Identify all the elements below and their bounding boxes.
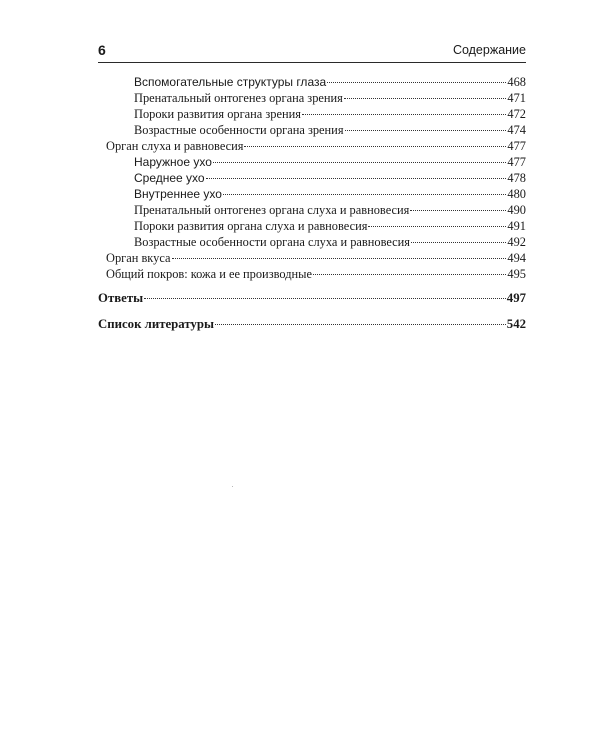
toc-entry-page: 497: [506, 291, 526, 305]
toc-entry: [98, 250, 526, 266]
dot-leader: [411, 242, 506, 243]
dot-leader: [213, 162, 507, 163]
toc-entry-title: Ответы: [98, 291, 144, 305]
toc-entry-title: Среднее ухо: [134, 171, 205, 185]
toc-entry: [98, 266, 526, 282]
dot-leader: [410, 210, 506, 211]
toc-entry-title: Орган слуха и равновесия: [106, 139, 244, 153]
toc-entry-title: Наружное ухо: [134, 155, 212, 169]
toc-entry: [98, 106, 526, 122]
dot-leader: [368, 226, 506, 227]
dot-leader: [345, 130, 507, 131]
toc-entry-page: 472: [507, 107, 526, 121]
dot-leader: [215, 324, 506, 325]
running-title: Содержание: [452, 43, 526, 57]
toc-entry-page: 477: [507, 155, 526, 169]
toc-entry-page: 471: [507, 91, 526, 105]
toc-entry: [98, 138, 526, 154]
toc-entry-title: Пороки развития органа зрения: [134, 107, 301, 121]
dot-leader: [172, 258, 507, 259]
toc-entry-page: 491: [507, 219, 526, 233]
toc-entry: [98, 186, 526, 202]
toc-entry-title: Орган вкуса: [106, 251, 171, 265]
toc-entry-page: 490: [507, 203, 526, 217]
toc-entry: [98, 154, 526, 170]
toc-entry-title: Пороки развития органа слуха и равновесия: [134, 219, 368, 233]
dot-leader: [313, 274, 506, 275]
toc-entry-page: 477: [507, 139, 526, 153]
toc-entry-page: 480: [507, 187, 526, 201]
toc-entry: [98, 290, 526, 306]
toc-entry: [98, 74, 526, 90]
running-header: [98, 40, 526, 63]
dot-leader: [206, 178, 507, 179]
toc-entry: [98, 122, 526, 138]
toc-entry-title: Список литературы: [98, 317, 214, 331]
dot-leader: [327, 82, 506, 83]
toc-entry: [98, 218, 526, 234]
toc-entry-title: Возрастные особенности органа слуха и равновесия: [134, 235, 410, 249]
dot-leader: [144, 298, 506, 299]
toc-entry-page: 474: [507, 123, 526, 137]
toc-entry-page: 478: [507, 171, 526, 185]
toc-entry-page: 494: [507, 251, 526, 265]
toc-entry-title: Вспомогательные структуры глаза: [134, 75, 327, 89]
toc-entry-title: Общий покров: кожа и ее производные: [106, 267, 312, 281]
toc-entry: [98, 234, 526, 250]
toc-entry: [98, 90, 526, 106]
toc-entry: [98, 202, 526, 218]
dot-leader: [244, 146, 506, 147]
toc-entry-title: Возрастные особенности органа зрения: [134, 123, 344, 137]
toc-entry-title: Пренатальный онтогенез органа зрения: [134, 91, 343, 105]
toc-entry-page: 542: [506, 317, 526, 331]
dot-leader: [223, 194, 506, 195]
toc-entry-title: Внутреннее ухо: [134, 187, 222, 201]
table-of-contents: [98, 74, 526, 332]
toc-entry: [98, 170, 526, 186]
toc-entry-page: 468: [507, 75, 526, 89]
scan-speck: [232, 486, 233, 487]
page-number: 6: [98, 42, 106, 58]
toc-entry: [98, 316, 526, 332]
toc-entry-page: 492: [507, 235, 526, 249]
dot-leader: [344, 98, 507, 99]
dot-leader: [302, 114, 506, 115]
toc-entry-page: 495: [507, 267, 526, 281]
toc-entry-title: Пренатальный онтогенез органа слуха и равновесия: [134, 203, 410, 217]
